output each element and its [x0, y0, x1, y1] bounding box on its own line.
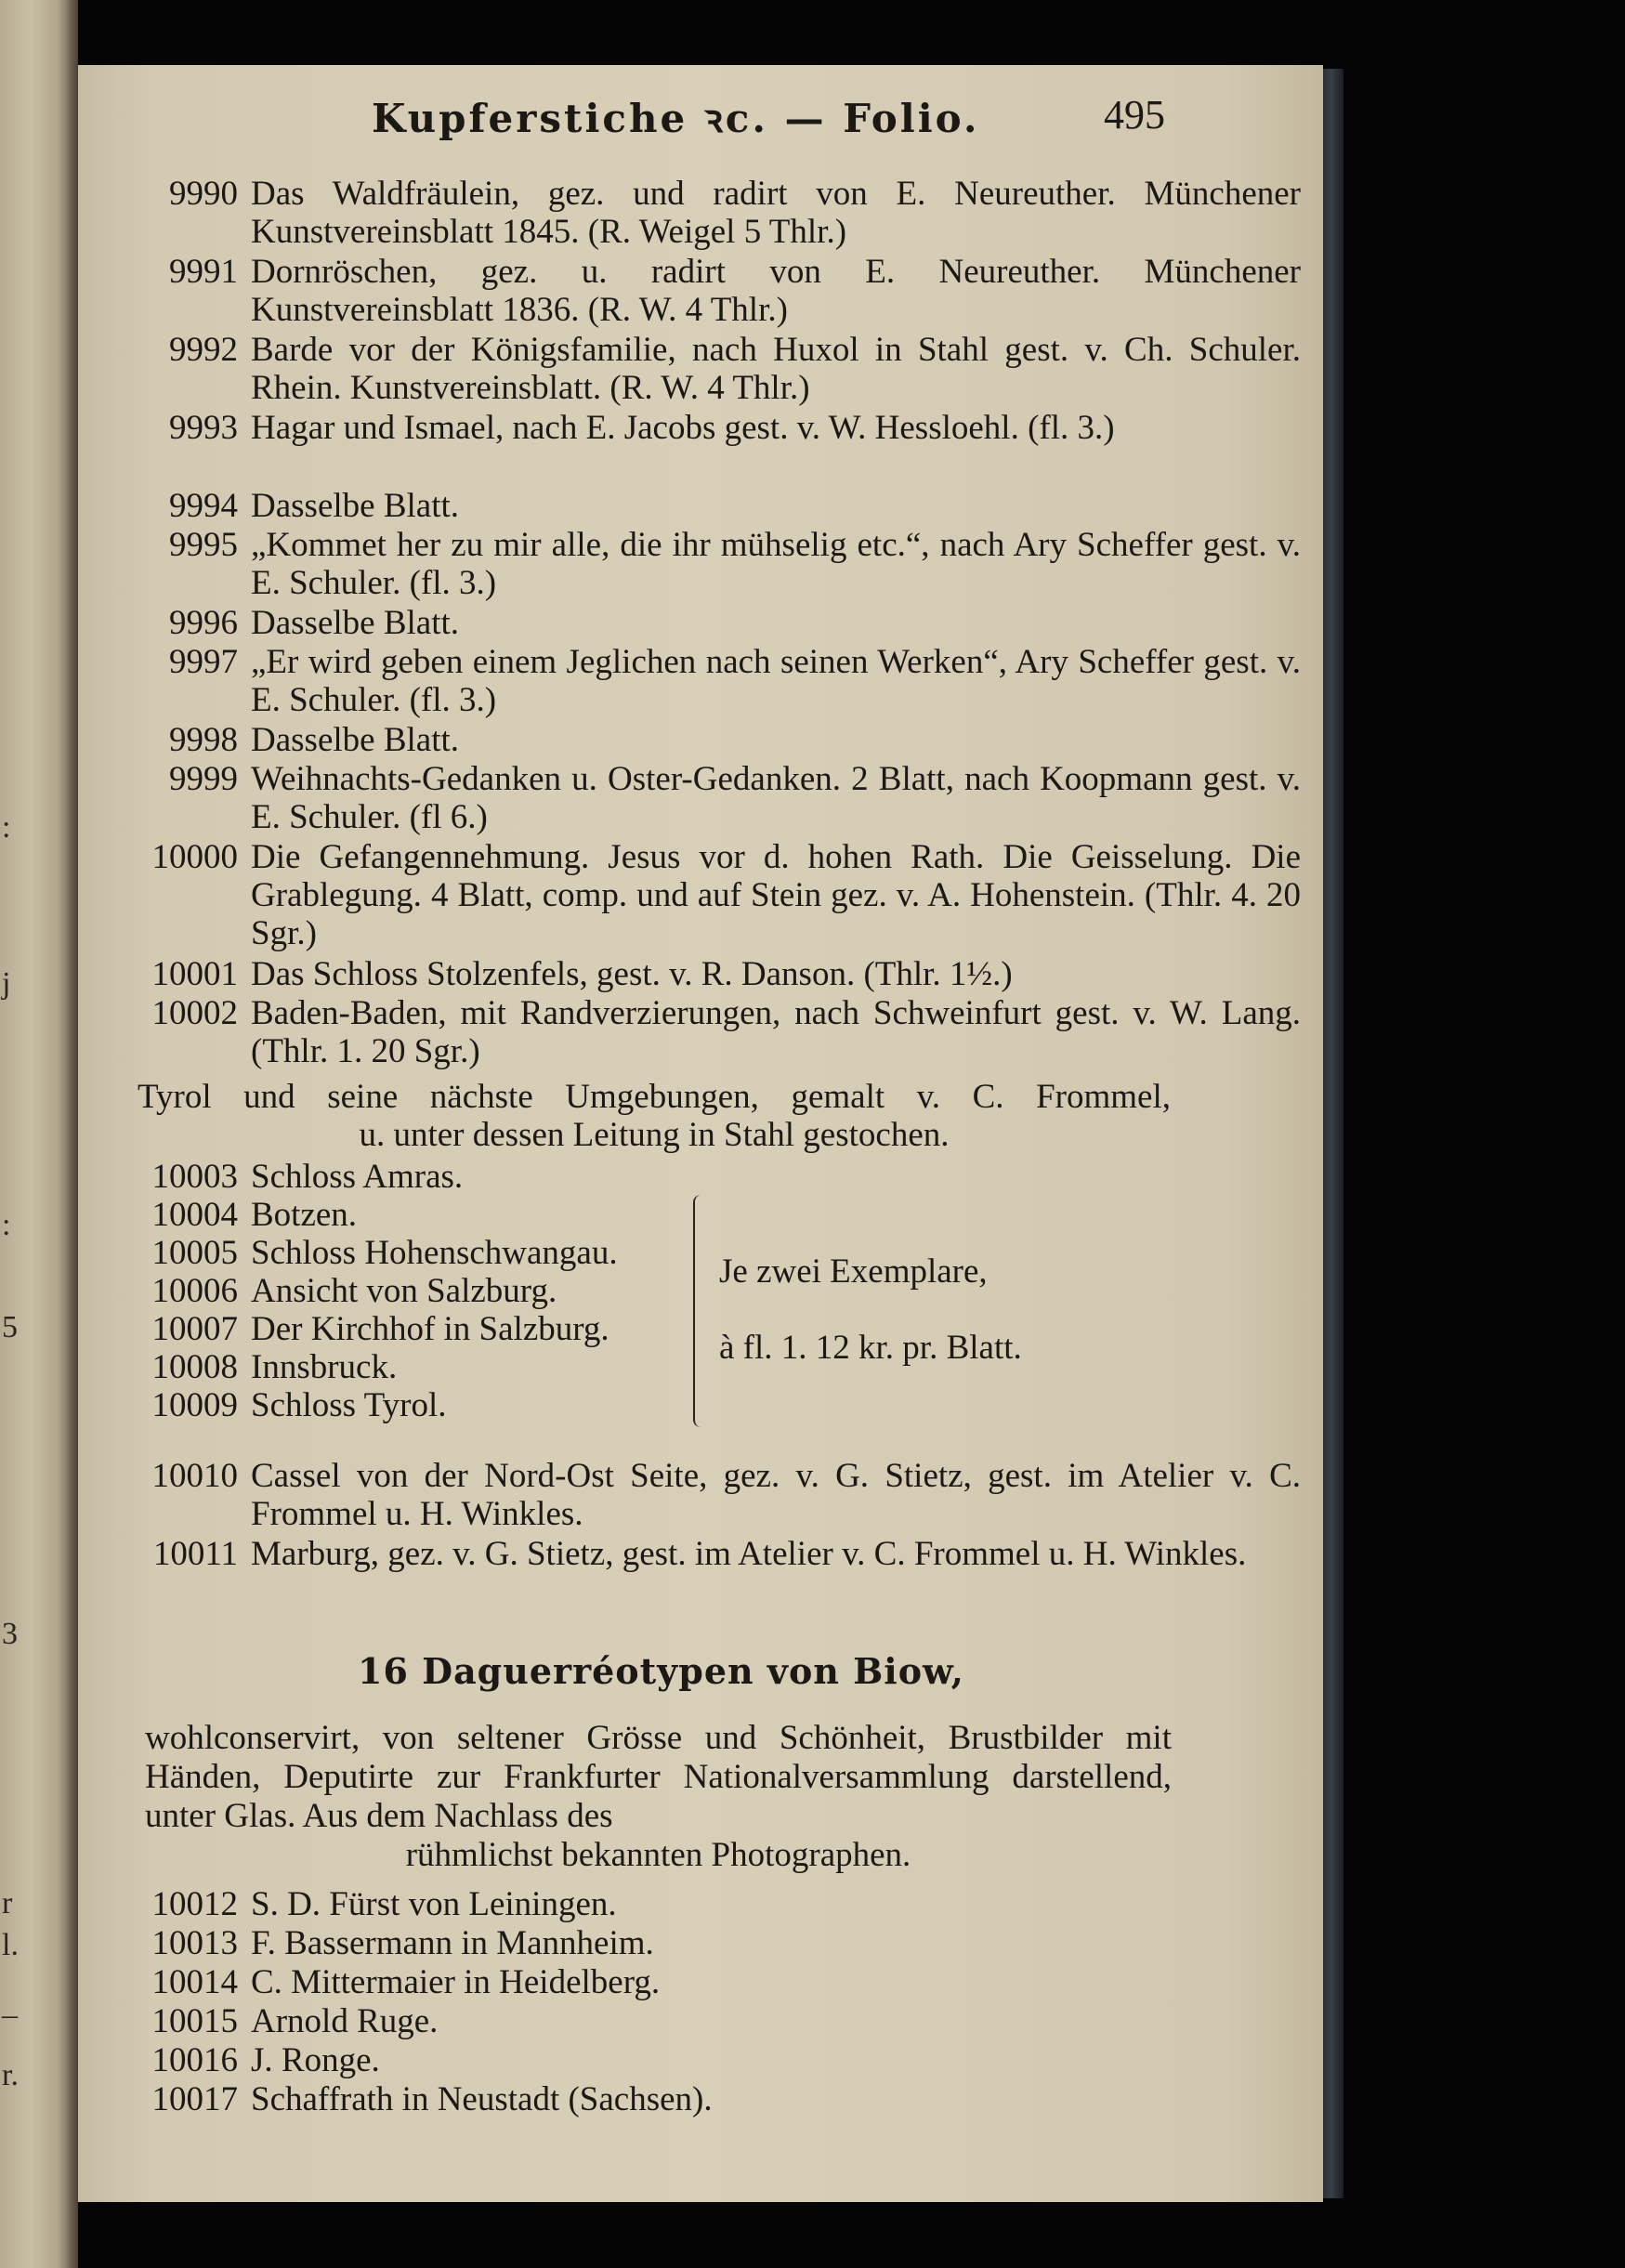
entry-number: 10014: [151, 1963, 238, 2001]
margin-fragment: :: [2, 1208, 11, 1242]
section-intro-last-line: rühmlichst bekannten Photographen.: [405, 1836, 911, 1874]
entry-text: Schaffrath in Neustadt (Sachsen).: [251, 2080, 713, 2118]
entry-number: 9993: [169, 409, 238, 447]
tyrol-heading-line: u. unter dessen Leitung in Stahl gestochen.: [359, 1116, 950, 1154]
page-number: 495: [1104, 92, 1165, 138]
page-edge: [1323, 69, 1343, 2198]
entry-text: „Kommet her zu mir alle, die ihr mühselig etc.“, nach Ary Scheffer gest. v. E. Schuler. (fl. 3.): [251, 526, 1301, 602]
entry-text: „Er wird geben einem Jeglichen nach seinen Werken“, Ary Scheffer gest. v. E. Schuler. (fl. 3.): [251, 643, 1301, 719]
margin-fragment: –: [2, 1998, 18, 2032]
entry-number: 10000: [151, 838, 238, 876]
entry-text: C. Mittermaier in Heidelberg.: [251, 1963, 661, 2001]
entry-number: 9997: [169, 643, 238, 681]
entry-number: 10010: [151, 1457, 238, 1495]
entry-number: 10002: [151, 994, 238, 1032]
entry-number: 10016: [151, 2041, 238, 2079]
entry-number: 10013: [151, 1924, 238, 1962]
entry-text: Baden-Baden, mit Randverzierungen, nach Schweinfurt gest. v. W. Lang. (Thlr. 1. 20 Sgr.): [251, 994, 1301, 1070]
entry-text: Der Kirchhof in Salzburg.: [251, 1310, 609, 1348]
entry-text: Dasselbe Blatt.: [251, 487, 460, 525]
section-intro: [145, 1719, 1172, 1875]
margin-fragment: 3: [2, 1617, 18, 1651]
margin-fragment: r.: [2, 2058, 19, 2092]
entry-number: 10009: [151, 1386, 238, 1424]
entry-text: Ansicht von Salzburg.: [251, 1272, 557, 1310]
margin-fragment: :: [2, 810, 11, 845]
section-title: 16 Daguerréotypen von Biow,: [358, 1650, 964, 1692]
group-note: à fl. 1. 12 kr. pr. Blatt.: [719, 1329, 1022, 1367]
margin-fragment: l.: [2, 1928, 19, 1962]
facing-page-fragments: [0, 0, 56, 2268]
entry-number: 9998: [169, 721, 238, 759]
entry-number: 10012: [151, 1885, 238, 1923]
tyrol-heading-line: Tyrol und seine nächste Umgebungen, gemalt v. C. Frommel,: [138, 1078, 1171, 1116]
margin-fragment: 5: [2, 1310, 18, 1344]
entry-text: Schloss Tyrol.: [251, 1386, 447, 1424]
entry-number: 10007: [151, 1310, 238, 1348]
entry-number: 9994: [169, 487, 238, 525]
entry-number: 9996: [169, 604, 238, 642]
entry-number: 10006: [151, 1272, 238, 1310]
entry-text: Barde vor der Königsfamilie, nach Huxol in Stahl gest. v. Ch. Schuler. Rhein. Kunstvereinsblatt. (R. W. 4 Thlr.): [251, 331, 1301, 407]
entry-number: 9995: [169, 526, 238, 564]
entry-text: Hagar und Ismael, nach E. Jacobs gest. v. W. Hessloehl. (fl. 3.): [251, 409, 1115, 447]
entry-text: Botzen.: [251, 1196, 358, 1234]
entry-text: F. Bassermann in Mannheim.: [251, 1924, 654, 1962]
entry-text: J. Ronge.: [251, 2041, 380, 2079]
section-intro-text: wohlconservirt, von seltener Grösse und Schönheit, Brustbilder mit Händen, Deputirte zur Frankfurter Nationalversammlung darstellend, unter Glas. Aus dem Nachlass des: [145, 1719, 1172, 1835]
entry-number: 10004: [151, 1196, 238, 1234]
entry-number: 9999: [169, 760, 238, 798]
entry-number: 10011: [152, 1535, 238, 1573]
entry-text: Die Gefangennehmung. Jesus vor d. hohen Rath. Die Geisselung. Die Grablegung. 4 Blatt, comp. und auf Stein gez. v. A. Hohenstein. (Thlr. 4. 20 Sgr.): [251, 838, 1301, 952]
entry-text: Weihnachts-Gedanken u. Oster-Gedanken. 2 Blatt, nach Koopmann gest. v. E. Schuler. (fl 6.): [251, 760, 1301, 836]
entry-number: 10001: [151, 955, 238, 993]
entry-text: Dasselbe Blatt.: [251, 604, 460, 642]
entry-text: Dasselbe Blatt.: [251, 721, 460, 759]
entry-text: Das Waldfräulein, gez. und radirt von E. Neureuther. Münchener Kunstvereinsblatt 1845. (R. Weigel 5 Thlr.): [251, 175, 1301, 251]
running-title: Kupferstiche ꝛc. — Folio.: [372, 96, 980, 141]
entry-number: 10003: [151, 1158, 238, 1196]
entry-text: S. D. Fürst von Leiningen.: [251, 1885, 617, 1923]
entry-text: Schloss Amras.: [251, 1158, 464, 1196]
entry-number: 9991: [169, 253, 238, 291]
gutter-shadow: [58, 0, 78, 2268]
entry-number: 10017: [151, 2080, 238, 2118]
page-header: [372, 91, 1264, 147]
entry-text: Cassel von der Nord-Ost Seite, gez. v. G. Stietz, gest. im Atelier v. C. Frommel u. H. Winkles.: [251, 1457, 1301, 1533]
margin-fragment: r: [2, 1886, 13, 1921]
entry-number: 10005: [151, 1234, 238, 1272]
entry-text: Dornröschen, gez. u. radirt von E. Neureuther. Münchener Kunstvereinsblatt 1836. (R. W. 4 Thlr.): [251, 253, 1301, 329]
entry-text: Innsbruck.: [251, 1348, 398, 1386]
entry-number: 9992: [169, 331, 238, 369]
entry-text: Das Schloss Stolzenfels, gest. v. R. Danson. (Thlr. 1½.): [251, 955, 1013, 993]
group-brace: [693, 1195, 708, 1427]
margin-fragment: j: [2, 966, 11, 1001]
entry-number: 9990: [169, 175, 238, 213]
group-note: Je zwei Exemplare,: [719, 1252, 988, 1291]
entry-text: Arnold Ruge.: [251, 2002, 439, 2040]
entry-text: Marburg, gez. v. G. Stietz, gest. im Atelier v. C. Frommel u. H. Winkles.: [251, 1535, 1247, 1573]
entry-number: 10008: [151, 1348, 238, 1386]
entry-text: Schloss Hohenschwangau.: [251, 1234, 618, 1272]
tyrol-heading: [138, 1078, 1171, 1154]
entry-number: 10015: [151, 2002, 238, 2040]
